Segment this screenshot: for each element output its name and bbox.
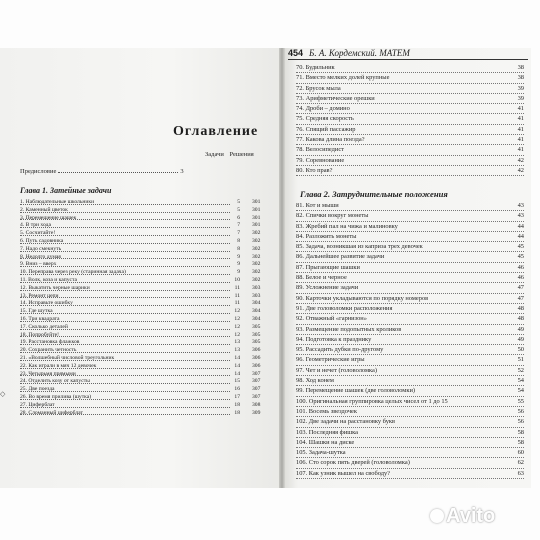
toc-entry — [20, 285, 270, 293]
entry-task-page: 8 — [237, 237, 240, 244]
entry-title: 11. Волк, коза и капуста — [20, 276, 77, 283]
toc-entry — [20, 339, 270, 347]
toc-entry — [296, 125, 524, 135]
entry-title: 92. Отважный «гарнизон» — [296, 315, 367, 323]
entry-title: 2. Каменный цветок — [20, 206, 68, 213]
entry-page: 41 — [517, 115, 524, 123]
toc-entry — [20, 402, 270, 410]
entry-title: 18. Попробуйте! — [20, 331, 60, 338]
entry-title: 87. Прыгающие шашки — [296, 263, 360, 271]
entry-title: 77. Какова длина поезда? — [296, 136, 365, 144]
entry-solution-page: 302 — [252, 237, 261, 244]
toc-entry — [296, 73, 524, 83]
entry-solution-page: 305 — [252, 323, 261, 330]
entry-solution-page: 304 — [252, 315, 261, 322]
entry-page: 39 — [517, 84, 524, 92]
entry-page: 43 — [517, 202, 524, 209]
entry-solution-page: 304 — [252, 308, 261, 315]
entry-solution-page: 302 — [252, 276, 261, 283]
entry-title: 82. Спички вокруг монеты — [296, 212, 369, 220]
entry-solution-page: 303 — [252, 284, 261, 291]
entry-task-page: 18 — [234, 401, 240, 408]
entry-title: 22. Как играли в мяч 12 девочек — [20, 362, 97, 369]
toc-entry — [20, 371, 270, 379]
entry-task-page: 9 — [237, 253, 240, 260]
entry-title: 90. Карточки укладываются по порядку номеров — [296, 294, 429, 302]
toc-entry — [296, 428, 524, 438]
toc-entry — [296, 222, 524, 232]
toc-entry — [296, 325, 524, 335]
entry-task-page: 17 — [234, 393, 240, 400]
running-head-text: Б. А. Кордемский. МАТЕМ — [309, 48, 410, 58]
entry-solution-page: 307 — [252, 370, 261, 377]
column-headings — [205, 151, 258, 158]
entry-task-page: 12 — [234, 308, 240, 315]
entry-page: 58 — [517, 438, 524, 446]
toc-entry — [296, 145, 524, 155]
entry-title: 103. Последняя фишка — [296, 428, 359, 436]
entry-task-page: 18 — [234, 409, 240, 416]
entry-page: 41 — [517, 136, 524, 144]
entry-title: 83. Жребий пал на чижа и малиновку — [296, 222, 398, 230]
entry-page: 49 — [517, 325, 524, 333]
entry-page: 41 — [517, 105, 524, 113]
entry-title: 3. Перемещение шашек — [20, 214, 77, 221]
toc-entry — [296, 166, 524, 176]
toc-entry — [20, 300, 270, 308]
entry-solution-page: 307 — [252, 378, 261, 385]
entry-page: 48 — [517, 304, 524, 312]
entry-title: 26. Во время прилива (шутка) — [20, 393, 92, 400]
entry-title: 14. Исправьте ошибку — [20, 300, 73, 307]
entry-title: 107. Как узник вышел на свободу? — [296, 469, 391, 477]
toc-entry — [20, 238, 270, 246]
entry-title: 28. Сломанный циферблат — [20, 409, 83, 416]
toc-entry — [296, 273, 524, 283]
entry-solution-page: 301 — [252, 214, 261, 221]
toc-entry — [296, 366, 524, 376]
entry-title: 104. Шашки на диске — [296, 438, 355, 446]
toc-entry — [20, 363, 270, 371]
entry-title: 10. Переправа через реку (старинная задача) — [20, 269, 126, 276]
entry-page: 50 — [517, 346, 524, 354]
entry-task-page: 9 — [237, 261, 240, 268]
entry-title: 73. Арифметические орешки — [296, 94, 375, 102]
entry-title: 21. «Волшебный числовой треугольник — [20, 354, 115, 361]
entry-page: 41 — [517, 125, 524, 133]
toc-entry — [296, 135, 524, 145]
page-number: 454 — [288, 48, 304, 58]
toc-entry — [20, 324, 270, 332]
entry-task-page: 5 — [237, 199, 240, 205]
entry-task-page: 12 — [234, 315, 240, 322]
toc-entry — [296, 211, 524, 221]
toc-entry — [296, 355, 524, 365]
toc-entry — [296, 397, 524, 407]
toc-entry — [20, 215, 270, 223]
entry-task-page: 6 — [237, 214, 240, 221]
entry-page: 47 — [517, 284, 524, 292]
entry-task-page: 13 — [234, 339, 240, 346]
toc-entry — [296, 294, 524, 304]
right-toc-list-bottom — [296, 201, 524, 479]
entry-title: 93. Размещение подопытных кроликов — [296, 325, 402, 333]
entry-title: 95. Рассадить дубки по-другому — [296, 346, 384, 354]
entry-page: 43 — [517, 212, 524, 220]
chapter-2-title: Глава 2. Затруднительные положения — [300, 189, 448, 199]
entry-title: 100. Оригинальная группировка целых чисел от 1 до 15 — [296, 397, 448, 405]
toc-entry — [20, 246, 270, 254]
entry-title: 102. Две задачи на расстановку букв — [296, 418, 396, 426]
entry-title: 89. Усложнение задачи — [296, 284, 359, 292]
entry-title: 72. Брусок мыла — [296, 84, 341, 92]
entry-title: 85. Задача, возникшая из каприза трех девочек — [296, 243, 423, 251]
entry-page: 51 — [517, 356, 524, 364]
entry-title: 97. Чет и нечет (головоломка) — [296, 366, 377, 374]
entry-task-page: 5 — [237, 206, 240, 213]
right-running-head — [288, 48, 410, 58]
entry-title: 81. Кот и мыши — [296, 202, 339, 209]
entry-title: 71. Вместо мелких долей крупные — [296, 74, 390, 82]
toc-entry — [296, 283, 524, 293]
entry-solution-page: 302 — [252, 261, 261, 268]
entry-solution-page: 307 — [252, 386, 261, 393]
entry-solution-page: 302 — [252, 230, 261, 237]
entry-page: 52 — [517, 366, 524, 374]
entry-title: 13. Ремонт цепи — [20, 292, 59, 299]
toc-entry — [296, 84, 524, 94]
toc-entry — [20, 308, 270, 316]
entry-title: 105. Задача-шутка — [296, 449, 346, 457]
entry-title: 19. Расстановка флажков — [20, 339, 80, 346]
toc-entry — [20, 261, 270, 269]
entry-page: 54 — [517, 377, 524, 385]
entry-title: 74. Дроби – домино — [296, 105, 350, 113]
entry-solution-page: 305 — [252, 339, 261, 346]
toc-entry — [296, 438, 524, 448]
toc-entry — [296, 114, 524, 124]
entry-page: 38 — [517, 74, 524, 82]
toc-entry — [296, 345, 524, 355]
toc-entry — [296, 232, 524, 242]
entry-page: 42 — [517, 166, 524, 174]
col-solutions-heading: Решения — [229, 151, 254, 158]
entry-title: 78. Велосипедист — [296, 146, 344, 154]
entry-task-page: 8 — [237, 245, 240, 252]
avito-watermark — [430, 505, 495, 528]
entry-title: 7. Надо смекнуть — [20, 245, 62, 252]
toc-entry — [20, 269, 270, 277]
entry-title: 1. Наблюдательные школьники — [20, 199, 95, 205]
entry-task-page: 10 — [234, 276, 240, 283]
entry-title: 76. Спящий пассажир — [296, 125, 356, 133]
entry-task-page: 14 — [234, 362, 240, 369]
entry-page: 46 — [517, 274, 524, 282]
chapter-1-title: Глава 1. Затейные задачи — [20, 186, 112, 195]
toc-entry — [296, 458, 524, 468]
entry-page: 55 — [517, 397, 524, 405]
entry-page: 58 — [517, 428, 524, 436]
dot-leader — [58, 172, 178, 173]
toc-entry — [20, 199, 270, 207]
entry-solution-page: 306 — [252, 347, 261, 354]
entry-title: 106. Сто сорок пять дверей (головоломка) — [296, 459, 410, 467]
entry-solution-page: 306 — [252, 362, 261, 369]
entry-title: 75. Средняя скорость — [296, 115, 354, 123]
entry-page: 38 — [517, 64, 524, 71]
entry-page: 63 — [517, 469, 524, 477]
entry-title: 15. Где шутка — [20, 308, 53, 315]
entry-solution-page: 307 — [252, 393, 261, 400]
right-toc-list-top — [296, 63, 524, 176]
toc-entry — [296, 469, 524, 479]
toc-entry — [296, 417, 524, 427]
entry-title: 27. Циферблат — [20, 401, 55, 408]
entry-title: 25. Две поезда — [20, 386, 55, 393]
entry-page: 45 — [517, 243, 524, 251]
entry-solution-page: 309 — [252, 409, 261, 416]
entry-title: 12. Выкатить черные шарики — [20, 284, 90, 291]
entry-solution-page: 302 — [252, 253, 261, 260]
entry-title: 101. Восемь звездочек — [296, 407, 357, 415]
entry-page: 56 — [517, 407, 524, 415]
toc-title: Оглавление — [173, 124, 259, 139]
entry-solution-page: 308 — [252, 401, 261, 408]
preface-label: Предисловие — [20, 168, 57, 175]
entry-title: 8. Недолго думая — [20, 253, 61, 260]
entry-page: 47 — [517, 294, 524, 302]
toc-entry — [20, 394, 270, 402]
col-tasks-heading: Задачи — [205, 151, 224, 158]
entry-page: 60 — [517, 449, 524, 457]
toc-entry — [296, 156, 524, 166]
entry-task-page: 11 — [234, 292, 240, 299]
entry-title: 88. Белое и черное — [296, 274, 347, 282]
entry-task-page: 11 — [234, 284, 240, 291]
toc-entry — [20, 222, 270, 230]
entry-solution-page: 305 — [252, 331, 261, 338]
toc-entry — [296, 386, 524, 396]
entry-solution-page: 301 — [252, 206, 261, 213]
toc-entry — [20, 355, 270, 363]
toc-entry — [296, 448, 524, 458]
entry-title: 20. Сохранить четность — [20, 347, 77, 354]
entry-title: 84. Разложить монеты — [296, 232, 357, 240]
entry-title: 91. Две головоломки расположения — [296, 304, 393, 312]
toc-entry — [20, 254, 270, 262]
toc-entry — [20, 207, 270, 215]
entry-solution-page: 304 — [252, 300, 261, 307]
entry-title: 5. Сосчитайте! — [20, 230, 56, 237]
toc-entry — [20, 230, 270, 238]
toc-entry — [20, 347, 270, 355]
entry-page: 45 — [517, 253, 524, 261]
entry-title: 98. Ход конем — [296, 377, 334, 385]
entry-task-page: 9 — [237, 269, 240, 276]
entry-solution-page: 301 — [252, 222, 261, 229]
entry-solution-page: 303 — [252, 292, 261, 299]
entry-title: 79. Соревнование — [296, 156, 345, 164]
entry-page: 48 — [517, 315, 524, 323]
entry-page: 46 — [517, 263, 524, 271]
entry-page: 49 — [517, 335, 524, 343]
entry-title: 94. Подготовка к празднику — [296, 335, 372, 343]
toc-entry — [296, 407, 524, 417]
entry-title: 70. Будильник — [296, 64, 335, 71]
toc-entry — [296, 263, 524, 273]
entry-solution-page: 301 — [252, 199, 261, 205]
entry-title: 6. Путь садовника — [20, 237, 64, 244]
toc-entry — [296, 335, 524, 345]
preface-page: 3 — [180, 168, 184, 175]
entry-page: 62 — [517, 459, 524, 467]
entry-task-page: 16 — [234, 386, 240, 393]
toc-entry — [296, 376, 524, 386]
entry-task-page: 12 — [234, 331, 240, 338]
entry-page: 54 — [517, 387, 524, 395]
toc-entry — [296, 94, 524, 104]
toc-entry — [20, 277, 270, 285]
entry-task-page: 12 — [234, 323, 240, 330]
toc-entry — [296, 104, 524, 114]
entry-title: 96. Геометрические игры — [296, 356, 365, 364]
watermark-text: Avito — [446, 505, 496, 527]
entry-page: 44 — [517, 222, 524, 230]
entry-task-page: 14 — [234, 370, 240, 377]
entry-page: 39 — [517, 94, 524, 102]
toc-entry — [20, 386, 270, 394]
dot-leader — [20, 227, 230, 228]
toc-entry — [296, 252, 524, 262]
toc-entry — [296, 201, 524, 211]
entry-title: 4. В три хода — [20, 222, 51, 229]
entry-task-page: 7 — [237, 230, 240, 237]
toc-entry — [296, 63, 524, 73]
toc-entry — [296, 242, 524, 252]
toc-entry — [296, 314, 524, 324]
entry-solution-page: 302 — [252, 269, 261, 276]
entry-solution-page: 306 — [252, 354, 261, 361]
entry-title: 16. Три квадрата — [20, 315, 60, 322]
entry-title: 80. Кто прав? — [296, 166, 333, 174]
page-edge-mark: ◇ — [0, 390, 6, 398]
entry-task-page: 15 — [234, 378, 240, 385]
entry-title: 9. Вниз – вверх — [20, 261, 57, 268]
left-toc-list — [20, 199, 270, 417]
entry-page: 42 — [517, 156, 524, 164]
entry-task-page: 11 — [234, 300, 240, 307]
header-rule — [288, 59, 528, 60]
entry-page: 41 — [517, 146, 524, 154]
book-gutter — [279, 48, 285, 488]
entry-title: 17. Сколько деталей — [20, 323, 68, 330]
avito-logo-icon — [430, 509, 444, 523]
entry-solution-page: 302 — [252, 245, 261, 252]
toc-entry — [20, 378, 270, 386]
entry-page: 44 — [517, 232, 524, 240]
entry-page: 56 — [517, 418, 524, 426]
toc-entry — [20, 410, 270, 418]
entry-task-page: 14 — [234, 354, 240, 361]
entry-title: 23. Четырьмя прямыми — [20, 370, 76, 377]
preface-entry — [20, 168, 230, 175]
entry-title: 86. Дальнейшее развитие задачи — [296, 253, 385, 261]
toc-entry — [296, 304, 524, 314]
entry-title: 24. Отделить козу от капусты — [20, 378, 90, 385]
toc-entry — [20, 316, 270, 324]
entry-task-page: 13 — [234, 347, 240, 354]
entry-title: 99. Перемещение шашек (две головоломки) — [296, 387, 415, 395]
entry-task-page: 7 — [237, 222, 240, 229]
